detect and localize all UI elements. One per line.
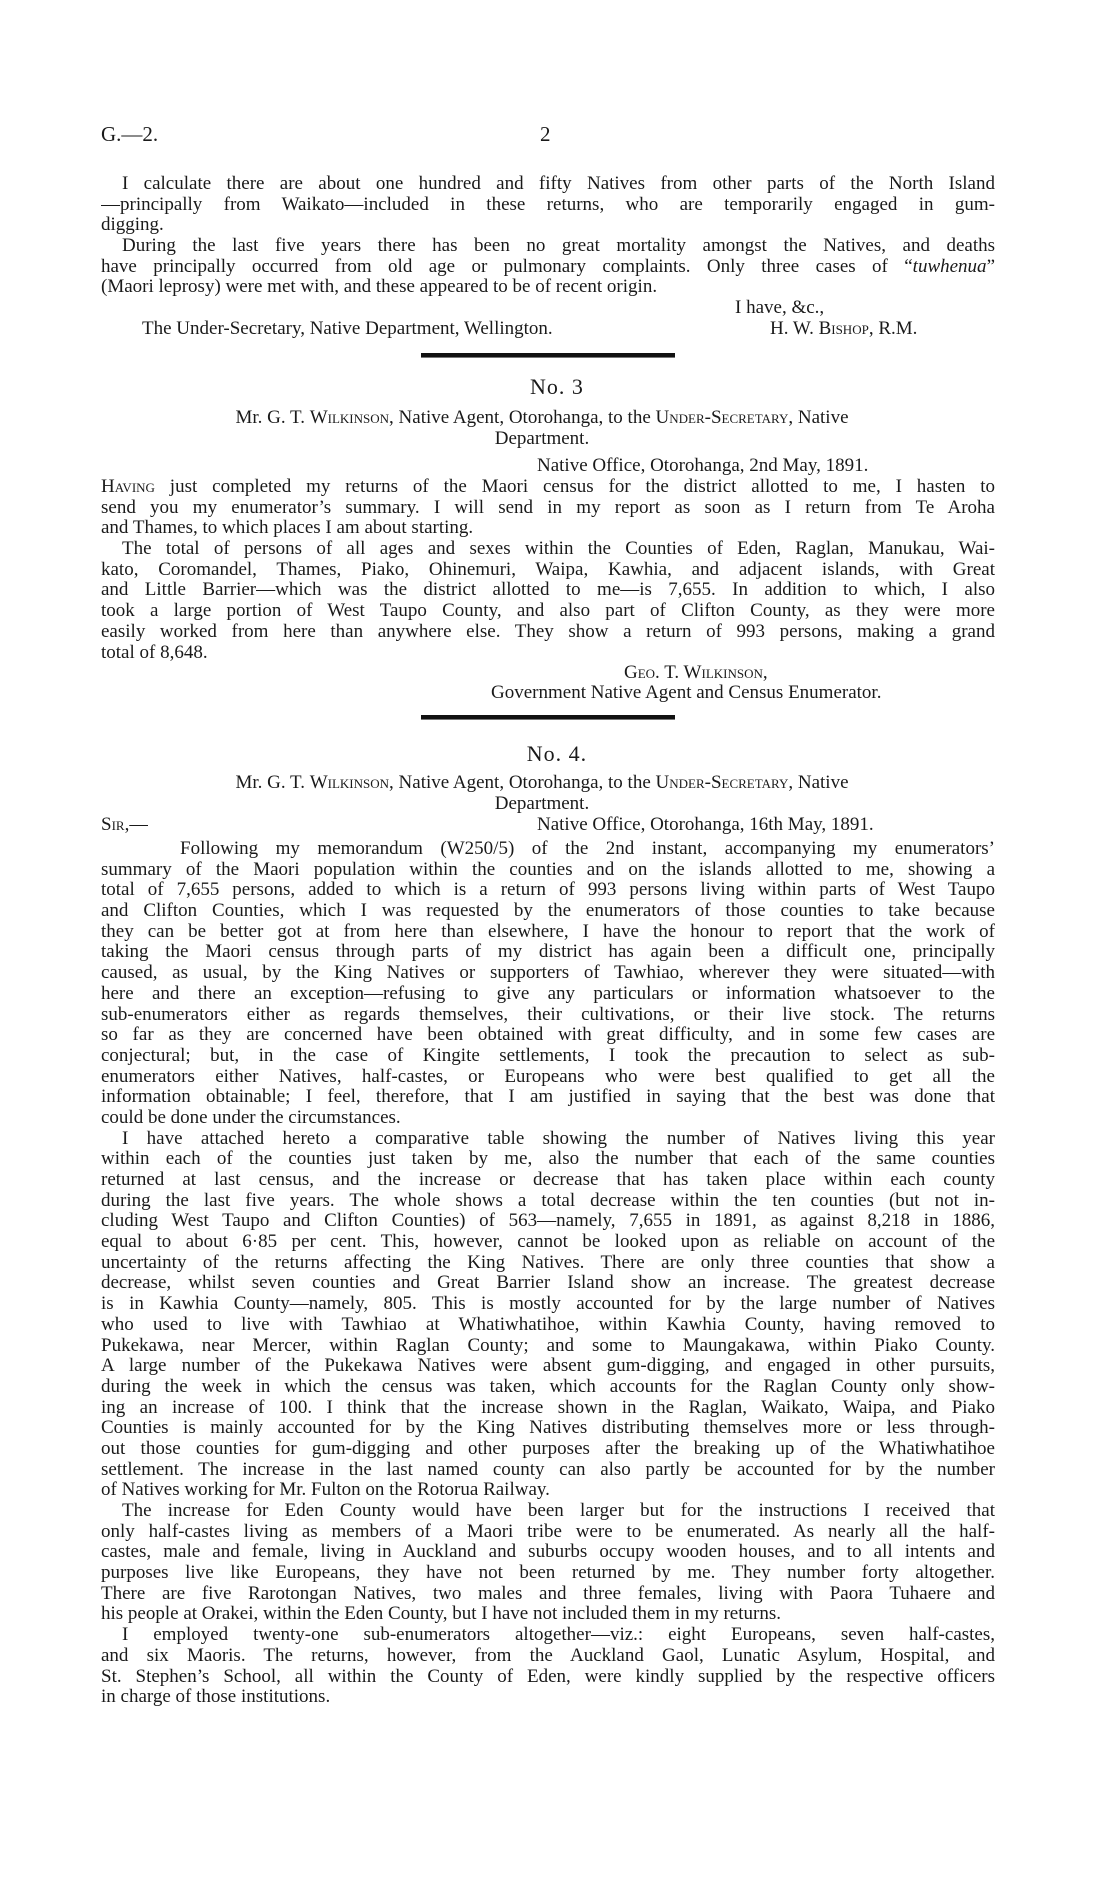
text-line: and Thames, to which places I am about starting. <box>101 518 474 539</box>
letter-3-heading <box>140 408 944 449</box>
text-line: caused, as usual, by the King Natives or supporters of Tawhiao, wherever they were situated—with <box>101 963 995 984</box>
text-line: There are five Rarotongan Natives, two males and three females, living with Paora Tuhaere and <box>101 1583 995 1604</box>
text-line: uncertainty of the returns affecting the King Natives. There are only three counties that show a <box>101 1252 995 1273</box>
text-segment: , Native Agent, Otorohanga, to the <box>389 773 656 793</box>
text-line: his people at Orakei, within the Eden County, but I have not included them in my returns. <box>101 1604 781 1625</box>
text-line: who used to live with Tawhiao at Whatiwhatihoe, within Kawhia County, having removed to <box>101 1314 995 1335</box>
text-line: sub-enumerators either as regards themselves, their cultivations, or their live stock. The returns <box>101 1004 995 1025</box>
text-segment: , <box>762 663 768 683</box>
text-line: conjectural; but, in the case of Kingite settlements, I took the precaution to select as sub- <box>101 1045 995 1066</box>
addressee-line <box>101 319 995 340</box>
paragraph <box>101 1501 995 1625</box>
text-segment: Mr. G. T. <box>235 773 310 793</box>
text-line: in charge of those institutions. <box>101 1687 331 1708</box>
section-divider <box>421 715 675 720</box>
text-segment: H. W. <box>770 318 819 339</box>
page-number: 2 <box>540 122 551 146</box>
text-line: and Clifton Counties, which I was requested by the enumerators of those counties to take because <box>101 901 995 922</box>
small-caps-text: Having <box>101 477 155 497</box>
text-segment: , R.M. <box>868 318 918 339</box>
text-line: is in Kawhia County—namely, 805. This is mostly accounted for by the large number of Natives <box>101 1294 995 1315</box>
heading-line: Department. <box>494 428 590 449</box>
text-line: here and there an exception—refusing to give any particulars or information whatsoever to the <box>101 983 995 1004</box>
paragraph <box>101 839 995 1129</box>
paragraph <box>101 174 995 236</box>
text-line: send you my enumerator’s summary. I will send in my report as soon as I return from Te Aroha <box>101 497 995 518</box>
text-line: equal to about 6·85 per cent. This, however, cannot be looked upon as reliable on account of the <box>101 1232 995 1253</box>
text-line: kato, Coromandel, Thames, Piako, Ohinemuri, Waipa, Kawhia, and adjacent islands, with Great <box>101 559 995 580</box>
letter-number-4: No. 4. <box>526 741 588 766</box>
small-caps-text: Under-Secretary <box>655 408 789 428</box>
text-segment: just completed my returns of the Maori census for the district allotted to me, I hasten to <box>154 477 995 497</box>
text-line: I have attached hereto a comparative table showing the number of Natives living this year <box>122 1128 995 1149</box>
text-line: St. Stephen’s School, all within the County of Eden, were kindly supplied by the respective officers <box>101 1666 995 1687</box>
small-caps-text: Under-Secretary <box>655 773 789 793</box>
small-caps-text: Wilkinson <box>309 408 390 428</box>
text-line: digging. <box>101 215 164 236</box>
small-caps-text: Wilkinson <box>309 773 390 793</box>
heading-line: Department. <box>494 793 590 814</box>
letter-number-3: No. 3 <box>530 374 584 399</box>
section-divider <box>421 353 675 358</box>
text-segment: , Native <box>788 408 849 428</box>
paragraph <box>101 1129 995 1501</box>
letter-4-body <box>101 839 995 1708</box>
text-line: total of 7,655 persons, added to which is a return of 993 persons living within parts of West Taupo <box>101 880 995 901</box>
text-line: purposes live like Europeans, they have not been returned by me. They number forty altogether. <box>101 1563 995 1584</box>
text-line: and six Maoris. The returns, however, from the Auckland Gaol, Lunatic Asylum, Hospital, and <box>101 1645 995 1666</box>
italic-text: tuwhenua <box>912 256 987 277</box>
text-line: During the last five years there has been no great mortality amongst the Natives, and deaths <box>122 236 995 257</box>
text-line: I calculate there are about one hundred and fifty Natives from other parts of the North Island <box>122 174 995 194</box>
text-segment: Mr. G. T. <box>235 408 310 428</box>
text-line: I employed twenty-one sub-enumerators altogether—viz.: eight Europeans, seven half-castes, <box>122 1625 995 1646</box>
text-line <box>101 477 995 498</box>
text-line: A large number of the Pukekawa Natives were absent gum-digging, and engaged in other pursuits, <box>101 1356 995 1377</box>
text-line: could be done under the circumstances. <box>101 1107 401 1128</box>
text-line: took a large portion of West Taupo County, and also part of Clifton County, as they were more <box>101 601 995 622</box>
text-segment: ” <box>986 256 995 277</box>
paragraph <box>101 236 995 298</box>
small-caps-text: Geo. T. Wilkinson <box>624 663 763 683</box>
text-line: taking the Maori census through parts of my district has again been a difficult one, principally <box>101 942 995 963</box>
text-line: cluding West Taupo and Clifton Counties) of 563—namely, 7,655 in 1891, as against 8,218 in 1886, <box>101 1211 995 1232</box>
text-line: they can be better got at from here than elsewhere, I have the honour to report that the work of <box>101 921 995 942</box>
text-line: returned at last census, and the increase or decrease that has taken place within each county <box>101 1170 995 1190</box>
text-segment: , Native Agent, Otorohanga, to the <box>389 408 656 428</box>
text-line <box>101 257 995 278</box>
text-line: information obtainable; I feel, therefore, that I am justified in saying that the best was done that <box>101 1087 995 1108</box>
text-segment: have principally occurred from old age or pulmonary complaints. Only three cases of “ <box>101 256 913 277</box>
letter-3-body <box>101 477 995 663</box>
text-line: Pukekawa, near Mercer, within Raglan County; and some to Maungakawa, within Piako County. <box>101 1335 995 1356</box>
paragraph <box>101 1625 995 1708</box>
text-line: so far as they are concerned have been obtained with great difficulty, and in some few cases are <box>101 1025 995 1046</box>
paragraph <box>101 539 995 663</box>
heading-line <box>140 408 944 429</box>
text-line: easily worked from here than anywhere else. They show a return of 993 persons, making a grand <box>101 621 995 642</box>
text-line: Following my memorandum (W250/5) of the 2nd instant, accompanying my enumerators’ <box>180 839 995 859</box>
text-line: total of 8,648. <box>101 642 208 663</box>
text-line: castes, male and female, living in Auckland and suburbs occupy wooden houses, and to all intents and <box>101 1542 995 1563</box>
letter-4-heading <box>140 773 944 814</box>
text-line: ing an increase of 100. I think that the increase shown in the Raglan, Waikato, Waipa, and Piako <box>101 1397 995 1418</box>
text-line: during the week in which the census was taken, which accounts for the Raglan County only show- <box>101 1376 995 1397</box>
text-line: enumerators either Natives, half-castes, or Europeans who were best qualified to get all the <box>101 1066 995 1087</box>
text-line: settlement. The increase in the last named county can also partly be accounted for by the number <box>101 1459 995 1480</box>
paragraph <box>101 477 995 539</box>
section-1-body <box>101 174 995 340</box>
text-segment: , Native <box>788 773 849 793</box>
document-code: G.—2. <box>101 122 159 146</box>
dateline: Native Office, Otorohanga, 2nd May, 1891. <box>537 456 869 476</box>
section-1-paragraphs <box>101 174 995 298</box>
closing-formula: I have, &c., <box>735 298 825 319</box>
dateline: Native Office, Otorohanga, 16th May, 1891. <box>537 815 874 835</box>
text-line: of Natives working for Mr. Fulton on the Rotorua Railway. <box>101 1480 550 1501</box>
text-line: out those counties for gum-digging and other purposes after the breaking up of the Whatiwhatihoe <box>101 1438 995 1459</box>
signature-title: Government Native Agent and Census Enumerator. <box>491 683 882 703</box>
text-line: during the last five years. The whole shows a total decrease within the ten counties (but not in- <box>101 1190 995 1211</box>
text-line: (Maori leprosy) were met with, and these appeared to be of recent origin. <box>101 277 658 298</box>
signature <box>770 319 917 340</box>
text-line: only half-castes living as members of a Maori tribe were to be enumerated. As nearly all the half- <box>101 1521 995 1542</box>
text-line: summary of the Maori population within the counties and on the islands allotted to me, showing a <box>101 859 995 880</box>
signature-name <box>624 663 768 684</box>
addressee: The Under-Secretary, Native Department, Wellington. <box>142 318 553 339</box>
text-line: —principally from Waikato—included in these returns, who are temporarily engaged in gum- <box>101 194 995 215</box>
text-line: Counties is mainly accounted for by the King Natives distributing themselves more or less through- <box>101 1418 995 1439</box>
text-line: The total of persons of all ages and sexes within the Counties of Eden, Raglan, Manukau, Wai- <box>122 539 995 560</box>
text-line: and Little Barrier—which was the district allotted to me—is 7,655. In addition to which, I also <box>101 580 995 601</box>
heading-line <box>140 773 944 794</box>
text-line: decrease, whilst seven counties and Great Barrier Island show an increase. The greatest decrease <box>101 1273 995 1294</box>
salutation: Sir,— <box>101 815 149 835</box>
small-caps-text: Bishop <box>818 318 869 339</box>
text-line: within each of the counties just taken by me, also the number that each of the same counties <box>101 1149 995 1170</box>
text-line: The increase for Eden County would have been larger but for the instructions I received that <box>122 1501 995 1521</box>
